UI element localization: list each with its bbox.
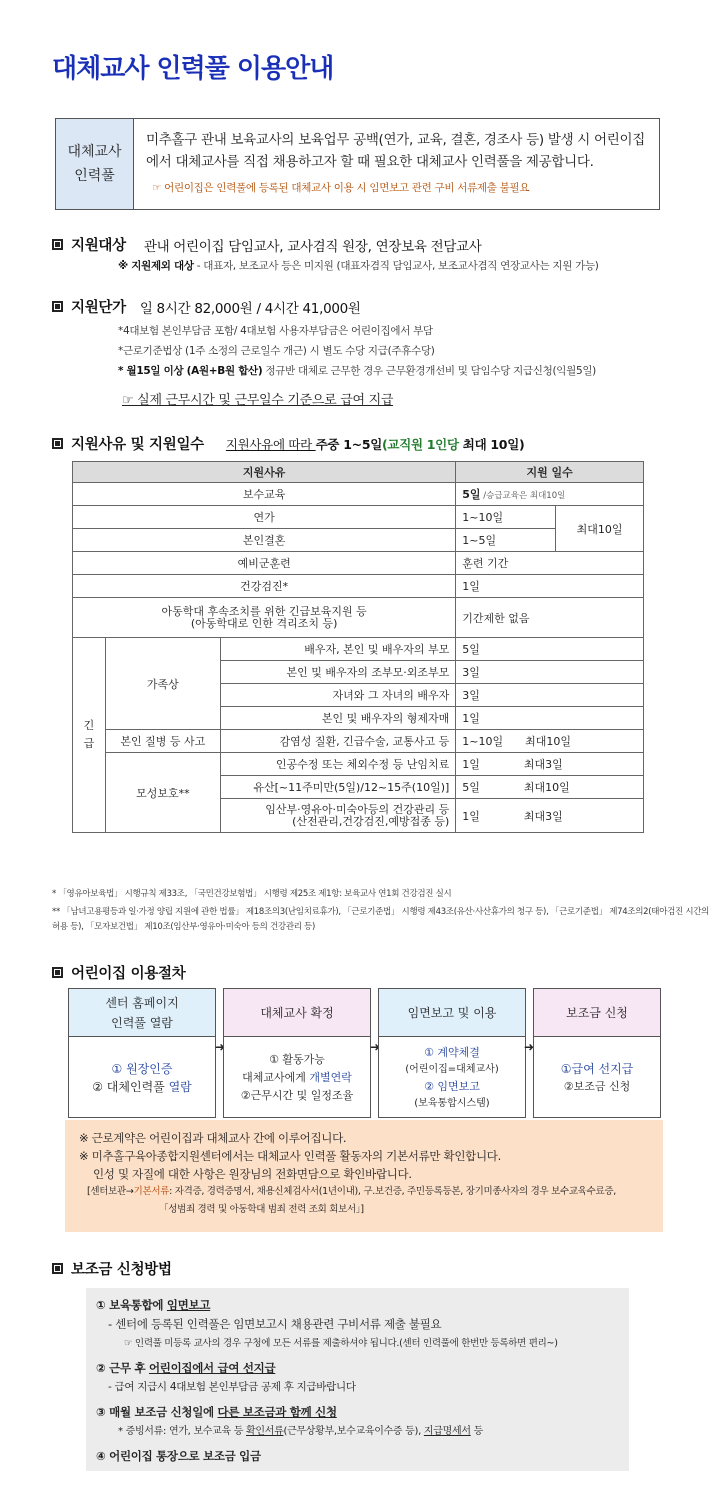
price-line1: *4대보험 본인부담금 포함/ 4대보험 사용자부담금은 어린이집에서 부담	[118, 325, 433, 337]
process-step-2	[223, 988, 371, 1118]
price-line4	[122, 389, 393, 408]
step-2-header: 대체교사 확정	[224, 989, 370, 1037]
table-cell-sick: 본인 질병 등 사고	[105, 730, 220, 753]
notice-box	[65, 1120, 663, 1232]
table-cell-days: 기간제한 없음	[456, 598, 644, 638]
section-reason	[52, 433, 524, 454]
step-1-title-line1: 센터 홈페이지	[105, 995, 179, 1010]
subsidy-step-3-sub-a: * 증빙서류: 연가, 보수교육 등	[118, 1426, 247, 1437]
reason-desc-d: 최대 10일)	[458, 436, 525, 452]
table-row	[73, 506, 644, 529]
target-desc: 관내 어린이집 담임교사, 교사겸직 원장, 연장보육 전담교사	[143, 238, 482, 255]
subsidy-step-1-sub-2: ☞ 인력풀 미등록 교사의 경우 구청에 모든 서류를 제출하셔야 됩니다.(센터 인력풀에 한번만 등록하면 편리~)	[124, 1338, 558, 1349]
notice-line-4-b: 기본서류	[133, 1186, 170, 1197]
subsidy-step-3-sub-d: 지급명세서	[423, 1426, 471, 1437]
table-cell-reason: 예비군훈련	[73, 552, 456, 575]
price-desc: 일 8시간 82,000원 / 4시간 41,000원	[139, 300, 361, 317]
target-note-label: ※ 지원제외 대상	[118, 260, 194, 272]
table-cell-desc-line1: 임산부·영유아·미숙아등의 건강관리 등	[265, 802, 450, 816]
price-heading: 지원단가	[71, 300, 126, 316]
table-cell-reason: 건강검진*	[73, 575, 456, 598]
table-row	[73, 552, 644, 575]
step-4-item-1: ①급여 선지급	[560, 1061, 634, 1076]
intro-text: 미추홀구 관내 보육교사의 보육업무 공백(연가, 교육, 결혼, 경조사 등) 발생 시 어린이집에서 대체교사를 직접 채용하고자 할 때 필요한 대체교사 인력풀을 제공합니다.	[146, 132, 646, 170]
arrow-right-icon: ➜	[524, 1040, 535, 1054]
table-cell-desc: 본인 및 배우자의 형제자매	[220, 707, 456, 730]
step-4-header: 보조금 신청	[534, 989, 660, 1037]
step-3-item-3: ② 임면보고	[424, 1079, 480, 1093]
price-line3-bold: * 월15일 이상 (A원+B원 합산)	[118, 365, 263, 377]
step-2-body	[224, 1037, 370, 1118]
intro-label	[56, 119, 134, 209]
step-3-item-4: (보육통합시스템)	[414, 1097, 490, 1109]
subsidy-step-1-sub-1: - 센터에 등록된 인력풀은 임면보고시 채용관련 구비서류 제출 불필요	[108, 1317, 442, 1331]
table-cell-reason-line2: (아동학대로 인한 격리조치 등)	[190, 616, 338, 630]
footnote-2: ** 「남녀고용평등과 일·가정 양립 지원에 관한 법률」 제18조의3(난임치료휴가), 「근로기준법」 시행령 제43조(유산·사산휴가의 청구 등), 「근로기준법」 제74조의2(태아검진 시간의	[52, 907, 710, 917]
arrow-right-icon: ➜	[215, 1040, 226, 1054]
table-cell-days: 1~5일	[456, 529, 556, 552]
table-cell-days	[456, 730, 644, 753]
subsidy-step-3-a: ③ 매월 보조금 신청일에	[96, 1405, 218, 1419]
process-step-4	[533, 988, 661, 1118]
process-step-3	[378, 988, 526, 1118]
table-cell-desc-line2: (산전관리,건강검진,예방접종 등)	[292, 814, 450, 828]
table-row	[73, 598, 644, 638]
price-line3-rest: 정규반 대체로 근무한 경우 근무환경개선비 및 담임수당 지급신청(익월5일)	[262, 365, 596, 377]
footnote-3: 허용 등), 「모자보건법」 제10조(임산부·영유아·미숙아 등의 건강관리 등)	[52, 922, 315, 932]
section-price	[52, 296, 361, 317]
table-header-row	[73, 462, 644, 483]
table-cell-desc	[220, 799, 456, 833]
subsidy-step-1	[96, 1296, 619, 1315]
table-cell-max: 최대10일	[556, 506, 644, 552]
intro-content	[134, 119, 659, 209]
step-1-item-1: ① 원장인증	[111, 1061, 173, 1076]
table-cell-desc: 인공수정 또는 체외수정 등 난임치료	[220, 753, 456, 776]
table-cell-days-note: /승급교육은 최대10일	[480, 491, 566, 501]
footnote-1: * 「영유아보육법」 시행규칙 제33조, 「국민건강보험법」 시행령 제25조 제1항: 보육교사 연1회 건강검진 실시	[52, 889, 452, 899]
step-3-body	[379, 1037, 525, 1118]
table-cell-days: 1일	[456, 575, 644, 598]
table-cell-days: 5일	[456, 638, 644, 661]
table-cell-days-value: 5일	[462, 781, 480, 794]
table-cell-reason	[73, 598, 456, 638]
page-title: 대체교사 인력풀 이용안내	[52, 54, 334, 84]
table-cell-desc: 본인 및 배우자의 조부모·외조부모	[220, 661, 456, 684]
support-days-table	[72, 461, 644, 833]
step-2-item-2-highlight: 개별연락	[309, 1070, 352, 1084]
subsidy-step-3-sub-e: 등	[470, 1426, 483, 1437]
step-1-item-2-highlight: 열람	[168, 1079, 192, 1094]
target-note	[118, 258, 599, 273]
table-cell-reason: 연가	[73, 506, 456, 529]
table-cell-days-value: 1일	[462, 758, 480, 771]
step-1-item-2-text: ② 대체인력풀	[92, 1079, 169, 1094]
table-header-days: 지원 일수	[456, 462, 644, 483]
step-1-body	[69, 1037, 215, 1118]
step-2-item-3: ②근무시간 및 일정조율	[240, 1088, 354, 1102]
table-cell-max: 최대10일	[523, 781, 570, 794]
table-cell-days: 훈련 기간	[456, 552, 644, 575]
subsidy-step-3	[96, 1403, 619, 1422]
table-cell-days: 3일	[456, 661, 644, 684]
table-cell-days: 1~10일	[456, 506, 556, 529]
table-cell-max: 최대10일	[525, 735, 571, 748]
price-line4-text: ☞ 실제 근무시간 및 근무일수 기준으로 급여 지급	[122, 393, 394, 408]
table-cell-days: 1일	[456, 707, 644, 730]
section-process	[52, 962, 185, 983]
notice-line-2: ※ 미추홀구육아종합지원센터에서는 대체교사 인력풀 활동자의 기본서류만 확인합니다.	[79, 1149, 501, 1163]
subsidy-box	[86, 1288, 629, 1471]
square-bullet-icon	[52, 239, 63, 250]
notice-line-3: 인성 및 자질에 대한 사항은 원장님의 전화면담으로 확인바랍니다.	[93, 1167, 412, 1181]
table-cell-desc: 자녀와 그 자녀의 배우자	[220, 684, 456, 707]
notice-line-5: 「성범죄 경력 및 아동학대 범죄 전력 조회 회보서」]	[159, 1204, 364, 1215]
notice-line-4-a: [센터보관→	[87, 1186, 134, 1197]
intro-label-line1: 대체교사	[67, 144, 122, 160]
table-cell-days	[456, 753, 644, 776]
square-bullet-icon	[52, 967, 63, 978]
arrow-right-icon: ➜	[370, 1040, 381, 1054]
step-3-header: 임면보고 및 이용	[379, 989, 525, 1037]
table-cell-days	[456, 483, 644, 506]
subsidy-step-3-b: 다른 보조금과 함께 신청	[217, 1405, 337, 1419]
table-cell-max: 최대3일	[523, 758, 563, 771]
intro-label-line2: 인력풀	[74, 168, 115, 184]
step-2-item-2	[242, 1069, 352, 1087]
table-cell-days-value: 1~10일	[462, 735, 504, 748]
subsidy-heading: 보조금 신청방법	[71, 1262, 172, 1278]
subsidy-step-1-b: 임면보고	[166, 1298, 211, 1312]
table-row	[73, 575, 644, 598]
step-2-item-1: ① 활동가능	[269, 1052, 325, 1066]
step-1-title-line2: 인력풀 열람	[111, 1015, 173, 1030]
step-1-header	[69, 989, 215, 1037]
table-cell-reason-line1: 아동학대 후속조치를 위한 긴급보육지원 등	[161, 604, 367, 618]
subsidy-step-4: ④ 어린이집 통장으로 보조금 입금	[96, 1449, 261, 1463]
section-subsidy	[52, 1258, 172, 1279]
table-cell-max: 최대3일	[523, 809, 563, 823]
square-bullet-icon	[52, 301, 63, 312]
subsidy-step-3-sub-b: 확인서류	[246, 1426, 284, 1437]
square-bullet-icon	[52, 438, 63, 449]
price-line3	[118, 363, 596, 378]
square-bullet-icon	[52, 1263, 63, 1274]
table-cell-reason: 본인결혼	[73, 529, 456, 552]
notice-line-1: ※ 근로계약은 어린이집과 대체교사 간에 이루어집니다.	[79, 1131, 347, 1145]
reason-heading: 지원사유 및 지원일수	[71, 437, 204, 453]
step-4-body	[534, 1037, 660, 1118]
subsidy-step-2-a: ② 근무 후	[96, 1361, 149, 1375]
table-cell-desc: 배우자, 본인 및 배우자의 부모	[220, 638, 456, 661]
step-2-item-2-text: 대체교사에게	[242, 1070, 310, 1084]
subsidy-step-3-sub-1	[96, 1422, 619, 1441]
table-cell-reason: 보수교육	[73, 483, 456, 506]
step-1-item-2	[92, 1078, 192, 1096]
subsidy-step-2	[96, 1359, 619, 1378]
table-cell-days-value: 1일	[462, 809, 480, 823]
table-row	[73, 638, 644, 661]
target-note-text: - 대표자, 보조교사 등은 미지원 (대표자겸직 담임교사, 보조교사겸직 연장교사는 지원 가능)	[193, 260, 599, 272]
table-row	[73, 483, 644, 506]
step-3-item-2: (어린이집=대체교사)	[405, 1063, 499, 1075]
table-row	[73, 753, 644, 776]
reason-desc-a: 지원사유에 따라	[225, 436, 316, 452]
target-heading: 지원대상	[71, 238, 126, 254]
reason-desc-c: (교직원 1인당	[382, 436, 459, 452]
section-target	[52, 234, 482, 255]
subsidy-step-2-sub-1: - 급여 지급시 4대보험 본인부담금 공제 후 지급바랍니다	[108, 1381, 356, 1393]
process-heading: 어린이집 이용절차	[71, 966, 186, 982]
reason-desc	[226, 435, 525, 453]
reason-desc-b: 주중 1~5일	[315, 436, 382, 452]
subsidy-step-2-b: 어린이집에서 급여 선지급	[148, 1361, 276, 1375]
intro-note: ☞ 어린이집은 인력풀에 등록된 대체교사 이용 시 임면보고 관련 구비 서류제출 불필요	[152, 182, 530, 194]
table-row	[73, 730, 644, 753]
process-step-1	[68, 988, 216, 1118]
table-cell-maternity: 모성보호**	[105, 753, 220, 833]
table-cell-desc: 감염성 질환, 긴급수술, 교통사고 등	[220, 730, 456, 753]
intro-box	[55, 118, 660, 210]
table-cell-days	[456, 799, 644, 833]
step-3-item-1: ① 계약체결	[424, 1045, 480, 1059]
price-line2: *근로기준법상 (1주 소정의 근로일수 개근) 시 별도 수당 지급(주휴수당)	[118, 345, 435, 357]
table-cell-days	[456, 776, 644, 799]
notice-line-4-c: : 자격증, 경력증명서, 채용신체검사서(1년이내), 구.보건증, 주민등록등본, 장기미종사자의 경우 보수교육수료증,	[169, 1186, 616, 1197]
table-header-reason: 지원사유	[73, 462, 456, 483]
table-cell-days: 3일	[456, 684, 644, 707]
step-4-item-2: ②보조금 신청	[563, 1079, 631, 1093]
table-cell-family: 가족상	[105, 638, 220, 730]
subsidy-step-3-sub-c: (근무상황부,보수교육이수증 등),	[283, 1426, 424, 1437]
table-cell-urgent: 긴급	[73, 638, 106, 833]
subsidy-step-1-a: ① 보육통합에	[96, 1298, 167, 1312]
table-cell-desc: 유산[~11주미만(5일)/12~15주(10일)]	[220, 776, 456, 799]
table-cell-days-value: 5일	[462, 488, 481, 501]
notice-line-4	[79, 1183, 649, 1201]
